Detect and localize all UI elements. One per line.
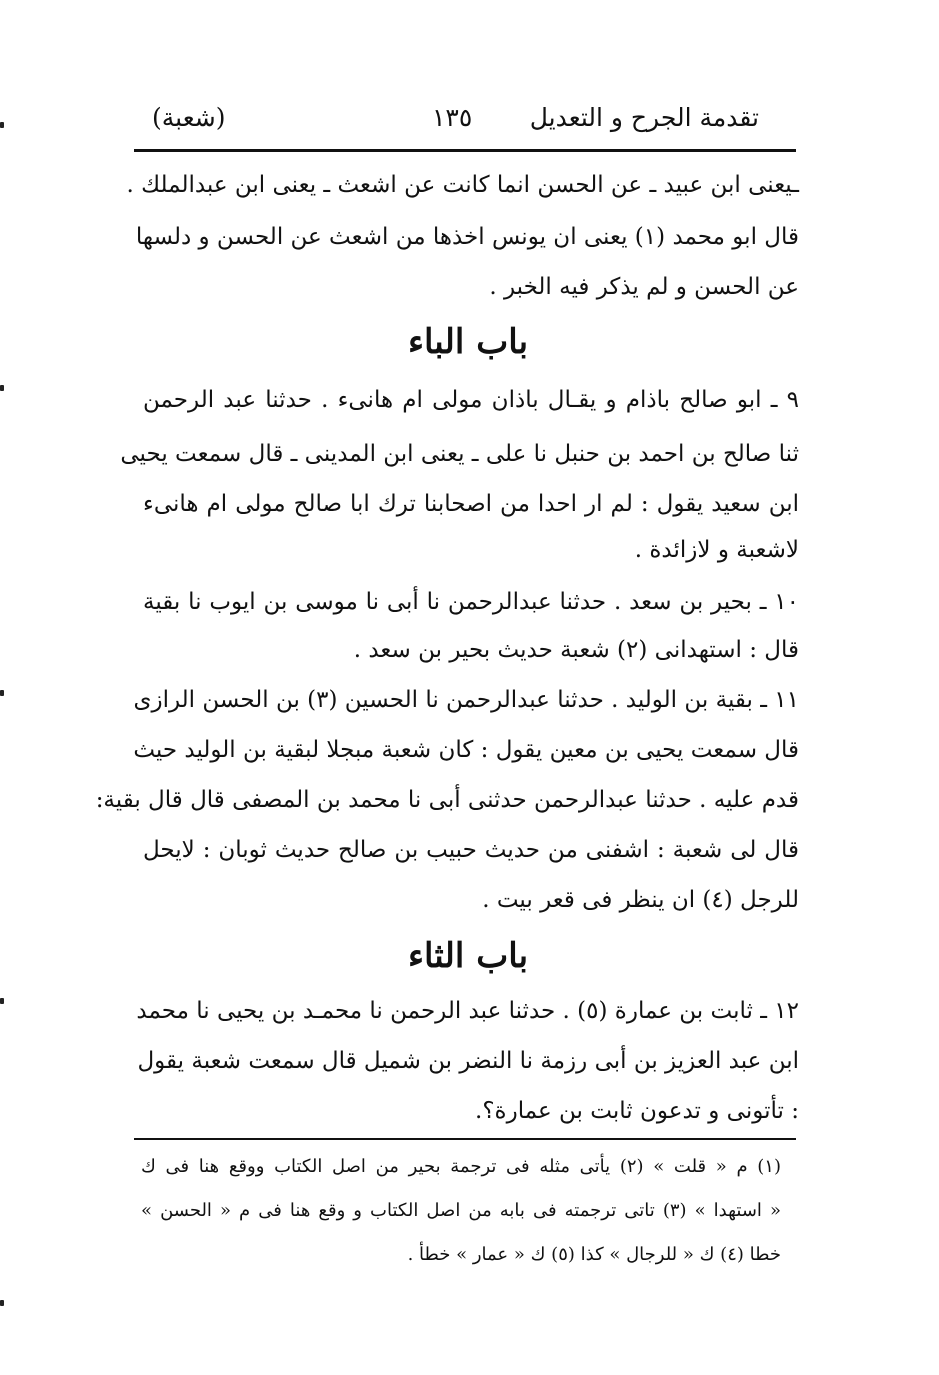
scan-edge-mark: [0, 385, 4, 391]
body-line: ـيعنى ابن عبيد ـ عن الحسن انما كانت عن اشعث ـ يعنى ابن عبدالملك .: [126, 172, 799, 198]
page-number: ١٣٥: [432, 103, 473, 132]
footnote-line: (١) م « قلت » (٢) يأتى مثله فى ترجمة بحير من اصل الكتاب ووقع هنا فى ك: [141, 1156, 781, 1177]
section-heading: باب الباء: [407, 322, 529, 362]
scan-edge-mark: [0, 690, 4, 696]
entry-line: قال لى شعبة : اشفنى من حديث حبيب بن صالح حديث ثوبان : لايحل: [143, 837, 799, 863]
entry-line: ثنا صالح بن احمد بن حنبل نا على ـ يعنى ابن المدينى ـ قال سمعت يحيى: [120, 441, 799, 467]
entry-line: ١٠ ـ بحير بن سعد . حدثنا عبدالرحمن نا أبى نا موسى بن ايوب نا بقية: [143, 589, 799, 615]
entry-line: ٩ ـ ابو صالح باذام و يقـال باذان مولى ام هانىء . حدثنا عبد الرحمن: [143, 387, 799, 413]
entry-line: ١١ ـ بقية بن الوليد . حدثنا عبدالرحمن نا الحسين (٣) بن الحسن الرازى: [133, 687, 799, 713]
entry-line: لاشعبة و لازائدة .: [634, 537, 799, 563]
footnote-line: خطا (٤) ك « للرجال » كذا (٥) ك « عمار » خطأ .: [407, 1244, 781, 1265]
footnote-line: « استهدا » (٣) تاتى ترجمته فى بابه من اصل الكتاب و وقع هنا فى م « الحسن »: [141, 1200, 781, 1221]
entry-line: : تأتونى و تدعون ثابت بن عمارة؟.: [475, 1098, 799, 1124]
entry-line: قدم عليه . حدثنا عبدالرحمن حدثنى أبى نا محمد بن المصفى قال قال بقية:: [95, 787, 799, 813]
entry-line: للرجل (٤) ان ينظر فى قعر بيت .: [482, 887, 799, 913]
scan-edge-mark: [0, 122, 4, 128]
running-header-section: (شعبة): [152, 103, 226, 132]
footnote-rule: [134, 1138, 796, 1140]
entry-line: ١٢ ـ ثابت بن عمارة (٥) . حدثنا عبد الرحمن نا محمـد بن يحيى نا محمد: [136, 998, 799, 1024]
entry-line: قال سمعت يحيى بن معين يقول : كان شعبة مبجلا لبقية بن الوليد حيث: [133, 737, 799, 763]
header-rule: [134, 149, 796, 152]
section-heading: باب الثاء: [407, 936, 529, 976]
scan-edge-mark: [0, 1300, 4, 1306]
entry-line: ابن عبد العزيز بن أبى رزمة نا النضر بن شميل قال سمعت شعبة يقول: [137, 1048, 799, 1074]
body-line: عن الحسن و لم يذكر فيه الخبر .: [489, 274, 799, 300]
body-line: قال ابو محمد (١) يعنى ان يونس اخذها من اشعث عن الحسن و دلسها: [135, 224, 799, 250]
scan-edge-mark: [0, 998, 4, 1004]
entry-line: ابن سعيد يقول : لم ار احدا من اصحابنا ترك ابا صالح مولى ام هانىء: [143, 491, 799, 517]
entry-line: قال : استهدانى (٢) شعبة حديث بحير بن سعد .: [353, 637, 799, 663]
running-header-title: تقدمة الجرح و التعديل: [529, 103, 759, 132]
